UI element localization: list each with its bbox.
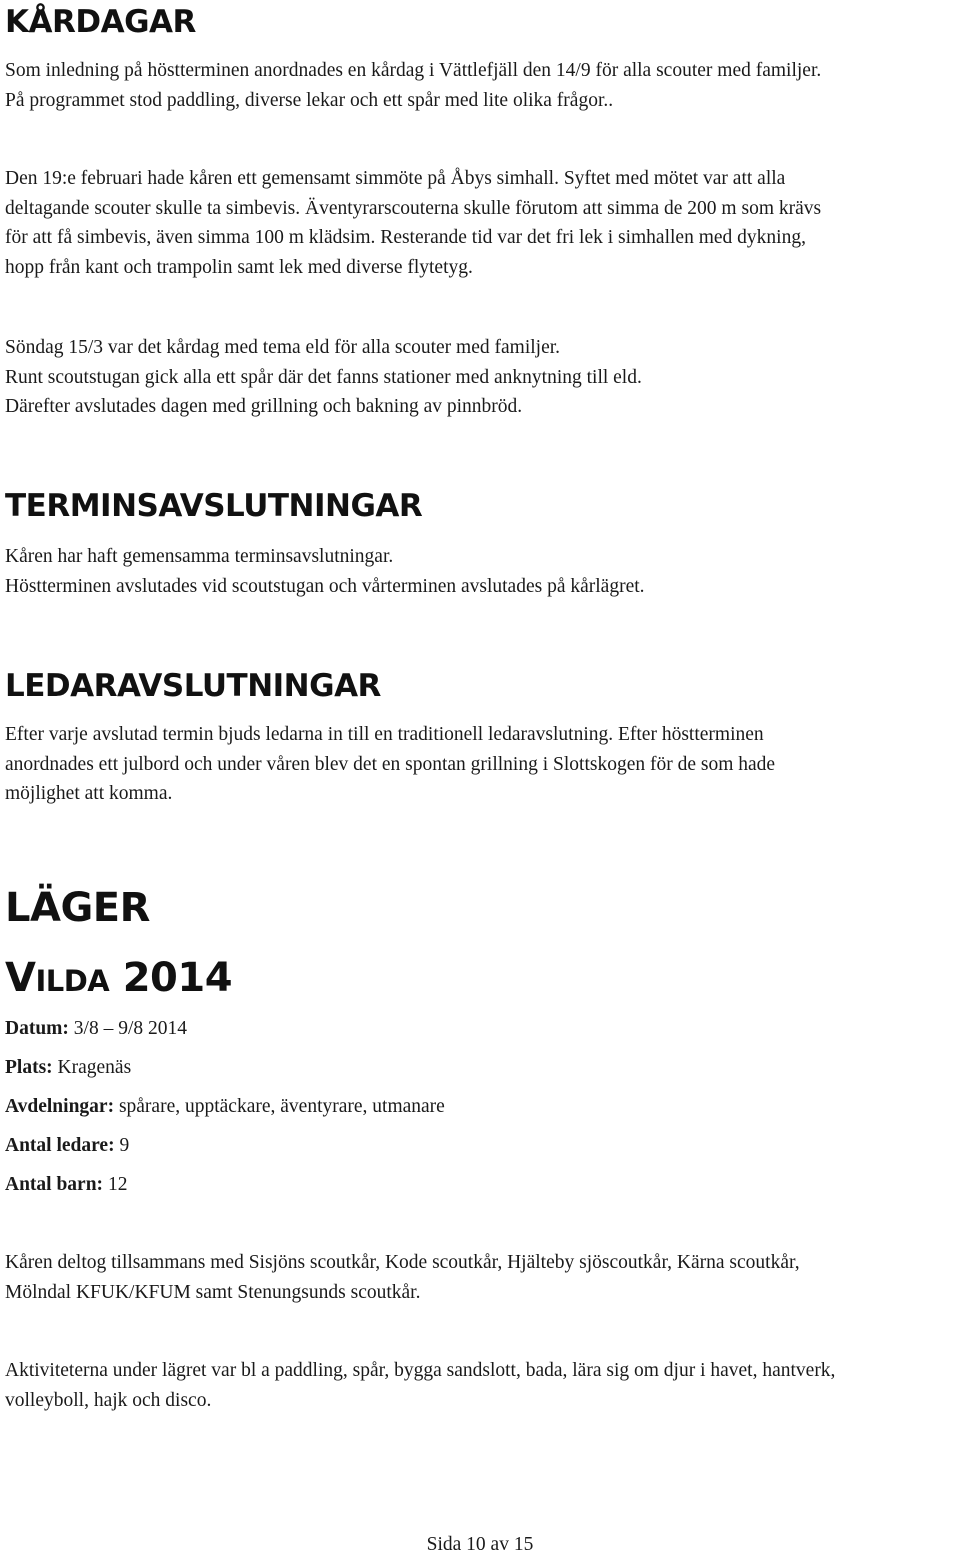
lager-paragraph-2: Aktiviteterna under lägret var bl a paddling, spår, bygga sandslott, bada, lära sig om djur i havet, hantverk, volleyboll, hajk och disco. xyxy=(5,1360,836,1411)
field-plats: Plats: Kragenäs xyxy=(5,1057,132,1078)
terminsavslutningar-paragraph: Kåren har haft gemensamma terminsavslutningar. Höstterminen avslutades vid scoutstugan och vårterminen avslutades på kårlägret. xyxy=(5,546,645,597)
ledaravslutningar-paragraph: Efter varje avslutad termin bjuds ledarna in till en traditionell ledaravslutning. Efter höstterminen anordnades ett julbord och under våren blev det en spontan grillning i Slottskogen för de som hade möjlighet att komma. xyxy=(5,724,776,804)
field-avdelningar: Avdelningar: spårare, upptäckare, äventyrare, utmanare xyxy=(5,1096,445,1117)
field-datum: Datum: 3/8 – 9/8 2014 xyxy=(5,1018,188,1039)
kardagar-paragraph-3: Söndag 15/3 var det kårdag med tema eld för alla scouter med familjer. Runt scoutstugan gick alla ett spår där det fanns stationer med anknytning till eld. Därefter avslutades dagen med grillning och bakning av pinnbröd. xyxy=(5,337,642,417)
field-antal-ledare: Antal ledare: 9 xyxy=(5,1135,130,1156)
field-antal-barn: Antal barn: 12 xyxy=(5,1174,128,1195)
lager-paragraph-1: Kåren deltog tillsammans med Sisjöns scoutkår, Kode scoutkår, Hjälteby sjöscoutkår, Kärna scoutkår, Mölndal KFUK/KFUM samt Stenungsunds scoutkår. xyxy=(5,1252,800,1303)
heading-terminsavslutningar: TERMINSAVSLUTNINGAR xyxy=(5,488,423,524)
heading-lager: LÄGER xyxy=(5,885,150,931)
heading-ledaravslutningar: LEDARAVSLUTNINGAR xyxy=(5,668,381,704)
kardagar-paragraph-2: Den 19:e februari hade kåren ett gemensamt simmöte på Åbys simhall. Syftet med mötet var att alla deltagande scouter skulle ta simbevis. Äventyrarscouterna skulle förutom att simma de 200 m som krävs för att få simbevis, även simma 100 m klädsim. Resterande tid var det fri lek i simhallen med dykning, hopp från kant och trampolin samt lek med diverse flytetyg. xyxy=(5,168,822,278)
heading-kardagar: KÅRDAGAR xyxy=(5,4,196,40)
page-number-footer: Sida 10 av 15 xyxy=(426,1534,534,1555)
kardagar-paragraph-1: Som inledning på höstterminen anordnades en kårdag i Vättlefjäll den 14/9 för alla scouter med familjer. På programmet stod paddling, diverse lekar och ett spår med lite olika frågor.. xyxy=(5,60,822,111)
subheading-vilda-2014: VILDA 2014 xyxy=(5,955,233,1001)
